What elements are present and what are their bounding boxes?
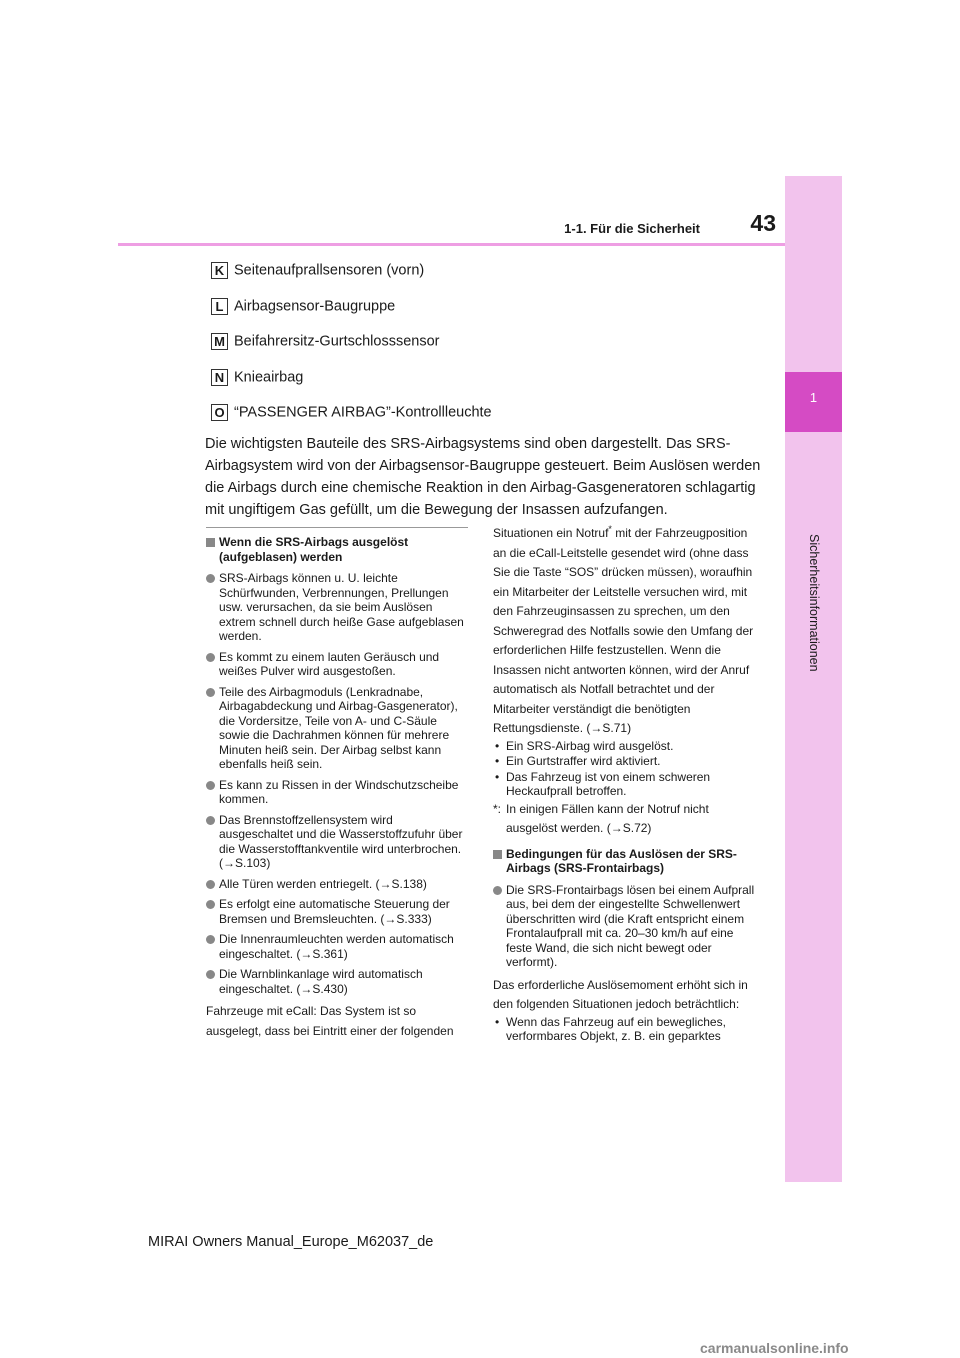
heading-text: Wenn die SRS-Airbags ausgelöst (aufgeblasen) werden bbox=[219, 535, 409, 564]
sub-list-text: Das Fahrzeug ist von einem schweren Heckaufprall betroffen. bbox=[506, 769, 711, 798]
list-item-text: Das Brennstoffzellensystem wird ausgeschaltet und die Wasserstoffzufuhr über die Wasserstofftankventile wird unterbrochen. (→S.103) bbox=[219, 812, 463, 870]
column-rule bbox=[206, 527, 468, 528]
watermark: carmanualsonline.info bbox=[700, 1340, 849, 1356]
ecall-paragraph-continued bbox=[493, 520, 755, 739]
list-item-text: Teile des Airbagmoduls (Lenkradnabe, Airbagabdeckung und Airbag-Gasgenerator), die Vordersitze, Teile von A- und C-Säule sowie die Dachrahmen können für mehrere Minuten heiß sein. Der Airbag selbst kann ebenfalls heiß sein. bbox=[219, 684, 458, 771]
legend-text: Seitenaufprallsensoren (vorn) bbox=[234, 262, 425, 279]
legend-letter-box: M bbox=[211, 333, 228, 350]
legend-letter-box: L bbox=[211, 298, 228, 315]
footnote-mark: *: bbox=[493, 801, 502, 816]
list-item-text: Es kommt zu einem lauten Geräusch und weißes Pulver wird ausgestoßen. bbox=[219, 649, 440, 678]
list-item bbox=[206, 778, 468, 807]
circle-bullet-icon bbox=[206, 781, 215, 790]
chapter-number: 1 bbox=[809, 390, 818, 405]
ecall-paragraph: Fahrzeuge mit eCall: Das System ist so ausgelegt, dass bei Eintritt einer der folgenden bbox=[206, 1004, 454, 1038]
page-number: 43 bbox=[750, 210, 776, 236]
circle-bullet-icon bbox=[206, 653, 215, 662]
chapter-title: Sicherheitsinformationen bbox=[807, 534, 821, 672]
list-item-text: SRS-Airbags können u. U. leichte Schürfwunden, Verbrennungen, Prellungen usw. verursachen, da sie beim Auslösen extrem schnell durch heiße Gase aufgeblasen werden. bbox=[219, 571, 464, 643]
circle-bullet-icon bbox=[206, 900, 215, 909]
list-item bbox=[206, 685, 468, 772]
paragraph-text: Situationen ein Notruf bbox=[493, 526, 609, 540]
list-item bbox=[206, 877, 468, 892]
square-bullet-icon bbox=[206, 538, 215, 547]
threshold-paragraph: Das erforderliche Auslösemoment erhöht sich in den folgenden Situationen jedoch beträchtlich: bbox=[493, 977, 748, 1011]
sub-list-item bbox=[493, 1015, 755, 1044]
circle-bullet-icon bbox=[206, 816, 215, 825]
dot-marker: • bbox=[495, 754, 500, 768]
paragraph-text: mit der Fahrzeugposition an die eCall-Leitstelle gesendet wird (ohne dass Sie die Taste “SOS” drücken müssen), woraufhin ein Mitarbeiter der Leitstelle versuchen wird, mit den Fahrzeuginsassen zu sprechen, um den Schweregrad des Notfalls sowie den Umfang der erforderlichen Hilfe festzustellen. Wenn die Insassen nicht antworten können, wird der Anruf automatisch als Notfall betrachtet und der Mitarbeiter verständigt die benötigten Rettungsdienste. (→S.71) bbox=[493, 526, 754, 735]
circle-bullet-icon bbox=[206, 574, 215, 583]
list-item bbox=[206, 897, 468, 926]
list-item-text: Es kann zu Rissen in der Windschutzscheibe kommen. bbox=[219, 777, 459, 806]
legend-letter-box: N bbox=[211, 369, 228, 386]
legend-text: Beifahrersitz-Gurtschlosssensor bbox=[234, 333, 440, 350]
right-column bbox=[493, 520, 755, 1045]
footnote bbox=[493, 800, 755, 839]
circle-bullet-icon bbox=[206, 688, 215, 697]
circle-bullet-icon bbox=[493, 886, 502, 895]
circle-bullet-icon bbox=[206, 880, 215, 889]
legend-item bbox=[211, 404, 492, 421]
list-item bbox=[206, 650, 468, 679]
footer-doc-id: MIRAI Owners Manual_Europe_M62037_de bbox=[148, 1234, 434, 1250]
sub-list-item bbox=[493, 754, 755, 769]
legend-text: Airbagsensor-Baugruppe bbox=[234, 298, 396, 315]
list-item bbox=[206, 932, 468, 961]
list-item bbox=[206, 813, 468, 871]
sub-list-text: Ein SRS-Airbag wird ausgelöst. bbox=[506, 738, 674, 753]
legend-item bbox=[211, 369, 303, 386]
list-item-text: Die Innenraumleuchten werden automatisch eingeschaltet. (→S.361) bbox=[219, 932, 454, 961]
section-title: 1-1. Für die Sicherheit bbox=[564, 221, 700, 236]
dot-marker: • bbox=[495, 1014, 500, 1029]
heading-text: Bedingungen für das Auslösen der SRS-Airbags (SRS-Frontairbags) bbox=[506, 846, 737, 875]
legend-item bbox=[211, 298, 395, 315]
footnote-text: In einigen Fällen kann der Notruf nicht ausgelöst werden. (→S.72) bbox=[506, 801, 709, 835]
legend-text: Knieairbag bbox=[234, 369, 304, 386]
subsection-heading bbox=[493, 847, 755, 876]
square-bullet-icon bbox=[493, 850, 502, 859]
legend-item bbox=[211, 262, 424, 279]
dot-marker: • bbox=[495, 769, 500, 784]
circle-bullet-icon bbox=[206, 935, 215, 944]
list-item-text: Die SRS-Frontairbags lösen bei einem Aufprall aus, bei dem der eingestellte Schwellenwert überschritten wird (die Kraft entspricht einem Frontalaufprall mit ca. 20–30 km/h auf eine feste Wand, die sich nicht bewegt oder verformt). bbox=[506, 882, 755, 969]
legend-letter-box: O bbox=[211, 404, 228, 421]
sub-list-item bbox=[493, 739, 755, 754]
sub-list-item bbox=[493, 770, 755, 799]
footnote-marker: * bbox=[608, 524, 612, 534]
header-rule bbox=[118, 243, 785, 246]
subsection-heading bbox=[206, 535, 468, 564]
list-item bbox=[493, 883, 755, 970]
sub-list-text: Wenn das Fahrzeug auf ein bewegliches, verformbares Objekt, z. B. ein geparktes bbox=[506, 1014, 726, 1043]
chapter-sidebar bbox=[785, 176, 842, 1182]
left-column bbox=[206, 520, 468, 1041]
circle-bullet-icon bbox=[206, 970, 215, 979]
intro-paragraph: Die wichtigsten Bauteile des SRS-Airbagsystems sind oben dargestellt. Das SRS-Airbagsystem wird von der Airbagsensor-Baugruppe gesteuert. Beim Auslösen werden die Airbags durch eine chemische Reaktion in den Airbag-Gasgeneratoren schlagartig mit ungiftigem Gas gefüllt, um die Bewegung der Insassen aufzufangen. bbox=[205, 436, 761, 518]
sub-list-text: Ein Gurtstraffer wird aktiviert. bbox=[506, 754, 661, 768]
legend-item bbox=[211, 333, 440, 350]
list-item-text: Es erfolgt eine automatische Steuerung der Bremsen und Bremsleuchten. (→S.333) bbox=[219, 897, 450, 926]
list-item bbox=[206, 967, 468, 996]
dot-marker: • bbox=[495, 738, 500, 753]
legend-letter-box: K bbox=[211, 262, 228, 279]
list-item-text: Alle Türen werden entriegelt. (→S.138) bbox=[219, 876, 427, 891]
legend-text: “PASSENGER AIRBAG”-Kontrollleuchte bbox=[234, 404, 492, 421]
list-item-text: Die Warnblinkanlage wird automatisch eingeschaltet. (→S.430) bbox=[219, 967, 423, 996]
list-item bbox=[206, 571, 468, 644]
